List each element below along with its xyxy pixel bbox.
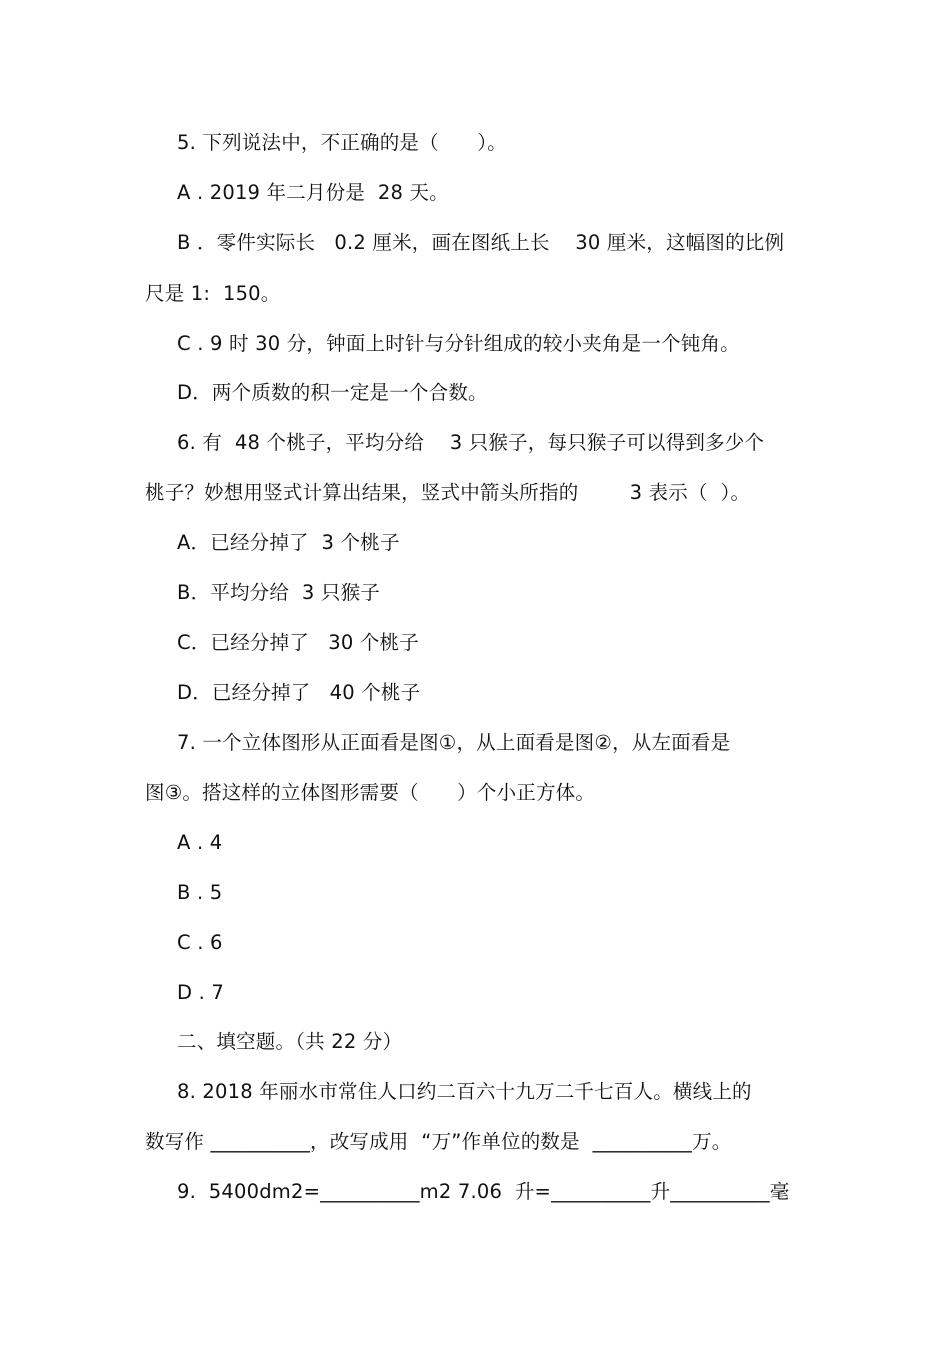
section-2-heading: 二、填空题。（共 22 分） [177, 1030, 403, 1053]
question-5-option-a: A . 2019 年二月份是 28 天。 [177, 181, 449, 204]
question-6-option-c: C．已经分掉了 30 个桃子 [177, 631, 419, 654]
question-8-stem-line-2: 数写作 __________，改写成用 “万”作单位的数是 __________万。 [145, 1130, 732, 1153]
question-6-option-b: B．平均分给 3 只猴子 [177, 581, 380, 604]
question-9-stem: 9. 5400dm2=__________m2 7.06 升=__________升__________毫 [177, 1180, 790, 1203]
question-5-option-b-line-2: 尺是 1: 150。 [145, 282, 281, 305]
question-7-option-d: D . 7 [177, 981, 225, 1004]
question-7-stem-line-2: 图③。搭这样的立体图形需要（ ）个小正方体。 [145, 781, 596, 804]
question-6-option-a: A．已经分掉了 3 个桃子 [177, 531, 400, 554]
question-5-option-c: C . 9 时 30 分，钟面上时针与分针组成的较小夹角是一个钝角。 [177, 332, 740, 355]
question-6-stem-line-1: 6. 有 48 个桃子，平均分给 3 只猴子，每只猴子可以得到多少个 [177, 431, 765, 454]
question-7-stem-line-1: 7. 一个立体图形从正面看是图①，从上面看是图②，从左面看是 [177, 731, 731, 754]
question-7-option-a: A . 4 [177, 831, 223, 854]
question-6-stem-line-2: 桃子？妙想用竖式计算出结果，竖式中箭头所指的 3 表示（ ）。 [145, 481, 751, 504]
question-7-option-b: B . 5 [177, 881, 223, 904]
question-5-stem: 5. 下列说法中，不正确的是（ ）。 [177, 131, 507, 154]
question-8-stem-line-1: 8. 2018 年丽水市常住人口约二百六十九万二千七百人。横线上的 [177, 1080, 752, 1103]
question-5-option-d: D．两个质数的积一定是一个合数。 [177, 381, 488, 404]
question-7-option-c: C . 6 [177, 931, 223, 954]
question-5-option-b-line-1: B ．零件实际长 0.2 厘米，画在图纸上长 30 厘米，这幅图的比例 [177, 231, 785, 254]
question-6-option-d: D．已经分掉了 40 个桃子 [177, 681, 421, 704]
